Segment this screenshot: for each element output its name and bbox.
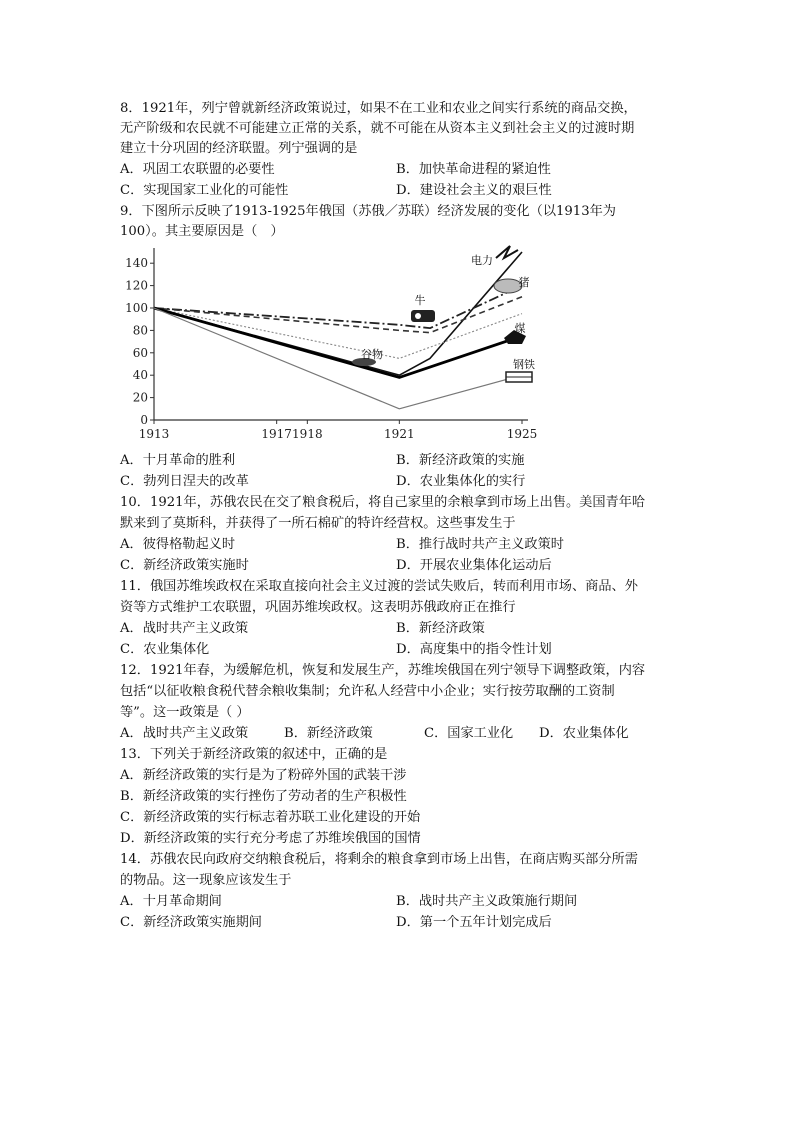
option-d: D．农业集体化 — [539, 726, 629, 741]
series-line-猪 — [154, 286, 522, 329]
question-stem-line: 的物品。这一现象应该发生于 — [120, 873, 292, 888]
question-stem-line: 8．1921年，列宁曾就新经济政策说过，如果不在工业和农业之间实行系统的商品交换， — [120, 101, 637, 116]
y-tick-label: 0 — [140, 413, 148, 427]
series-label: 谷物 — [361, 348, 383, 361]
option-c: C．勃列日涅夫的改革 — [120, 474, 249, 489]
option-b: B．新经济政策的实行挫伤了劳动者的生产积极性 — [120, 789, 407, 804]
series-label: 牛 — [414, 294, 426, 307]
question-stem-line: 9．下图所示反映了1913-1925年俄国（苏俄／苏联）经济发展的变化（以1913年为 — [120, 204, 616, 219]
question-stem-line: 无产阶级和农民就不可能建立正常的关系，就不可能在从资本主义到社会主义的过渡时期 — [120, 121, 635, 136]
question-stem-line: 13．下列关于新经济政策的叙述中，正确的是 — [120, 747, 388, 762]
series-label: 猪 — [518, 276, 530, 289]
option-b: B．加快革命进程的紧迫性 — [396, 162, 551, 177]
question-stem-line: 建立十分巩固的经济联盟。列宁强调的是 — [120, 141, 358, 156]
series-label: 钢铁 — [513, 358, 535, 371]
option-b: B．新经济政策 — [396, 621, 485, 636]
cow-icon — [411, 310, 435, 322]
option-c: C．新经济政策实施期间 — [120, 915, 262, 930]
option-d: D．新经济政策的实行充分考虑了苏维埃俄国的国情 — [120, 831, 421, 846]
option-a: A．十月革命的胜利 — [120, 453, 236, 468]
x-tick-label: 1925 — [506, 427, 538, 441]
option-b: B．推行战时共产主义政策时 — [396, 537, 564, 552]
y-tick-label: 60 — [132, 345, 148, 360]
cow-spot-mark — [415, 313, 421, 319]
question-stem-line: 12．1921年春，为缓解危机，恢复和发展生产，苏维埃俄国在列宁领导下调整政策，内容 — [120, 663, 646, 678]
chart-series-labels — [361, 253, 535, 371]
x-tick-label: 1918 — [292, 427, 323, 441]
option-a: A．战时共产主义政策 — [120, 621, 249, 636]
option-b: B．新经济政策的实施 — [396, 453, 525, 468]
x-tick-label: 1913 — [138, 427, 170, 441]
option-a: A．巩固工农联盟的必要性 — [120, 162, 275, 177]
option-d: D．高度集中的指令性计划 — [396, 642, 552, 657]
option-d: D．建设社会主义的艰巨性 — [396, 183, 552, 198]
option-c: C．农业集体化 — [120, 642, 210, 657]
y-tick-label: 20 — [132, 390, 148, 405]
question-stem-line: 包括“以征收粮食税代替余粮收集制；允许私人经营中小企业；实行按劳取酬的工资制 — [120, 684, 615, 699]
question-stem-line: 100）。其主要原因是（ ） — [120, 224, 284, 239]
y-tick-label: 120 — [125, 278, 148, 293]
option-d: D．第一个五年计划完成后 — [396, 915, 552, 930]
question-stem-line: 资等方式维护工农联盟，巩固苏维埃政权。这表明苏俄政府正在推行 — [120, 600, 516, 615]
option-a: A．彼得格勒起义时 — [120, 537, 236, 552]
question-stem-line: 11．俄国苏维埃政权在采取直接向社会主义过渡的尝试失败后，转而利用市场、商品、外 — [120, 579, 638, 594]
option-a: A．新经济政策的实行是为了粉碎外国的武装干涉 — [120, 768, 407, 783]
option-c: C．新经济政策实施时 — [120, 558, 249, 573]
question-stem-line: 默来到了莫斯科，并获得了一所石棉矿的特许经营权。这些事发生于 — [120, 516, 516, 531]
x-tick-label: 1917 — [261, 427, 292, 441]
lightning-bolt-icon — [496, 246, 518, 258]
y-tick-label: 100 — [125, 301, 148, 315]
question-stem-line: 等”。这一政策是（ ） — [120, 705, 250, 720]
option-c: C．实现国家工业化的可能性 — [120, 183, 289, 198]
question-stem-line: 14．苏俄农民向政府交纳粮食税后，将剩余的粮食拿到市场上出售，在商店购买部分所需 — [120, 852, 638, 867]
chart-series-layer — [154, 252, 522, 409]
y-tick-label: 80 — [132, 323, 148, 338]
series-line-煤 — [154, 308, 522, 377]
y-tick-label: 140 — [125, 256, 148, 271]
y-tick-label: 40 — [132, 368, 148, 383]
question-stem-line: 10．1921年，苏俄农民在交了粮食税后，将自己家里的余粮拿到市场上出售。美国青年哈 — [120, 495, 646, 510]
option-c: C．新经济政策的实行标志着苏联工业化建设的开始 — [120, 810, 421, 825]
series-label: 电力 — [471, 254, 493, 267]
option-b: B．战时共产主义政策施行期间 — [396, 894, 578, 909]
series-label: 煤 — [514, 322, 526, 335]
x-tick-label: 1921 — [384, 427, 415, 441]
economy-index-chart — [118, 244, 558, 444]
option-c: C．国家工业化 — [424, 726, 514, 741]
option-d: D．开展农业集体化运动后 — [396, 558, 552, 573]
option-a: A．十月革命期间 — [120, 894, 222, 909]
option-d: D．农业集体化的实行 — [396, 474, 526, 489]
option-b: B．新经济政策 — [284, 726, 373, 741]
option-a: A．战时共产主义政策 — [120, 726, 249, 741]
